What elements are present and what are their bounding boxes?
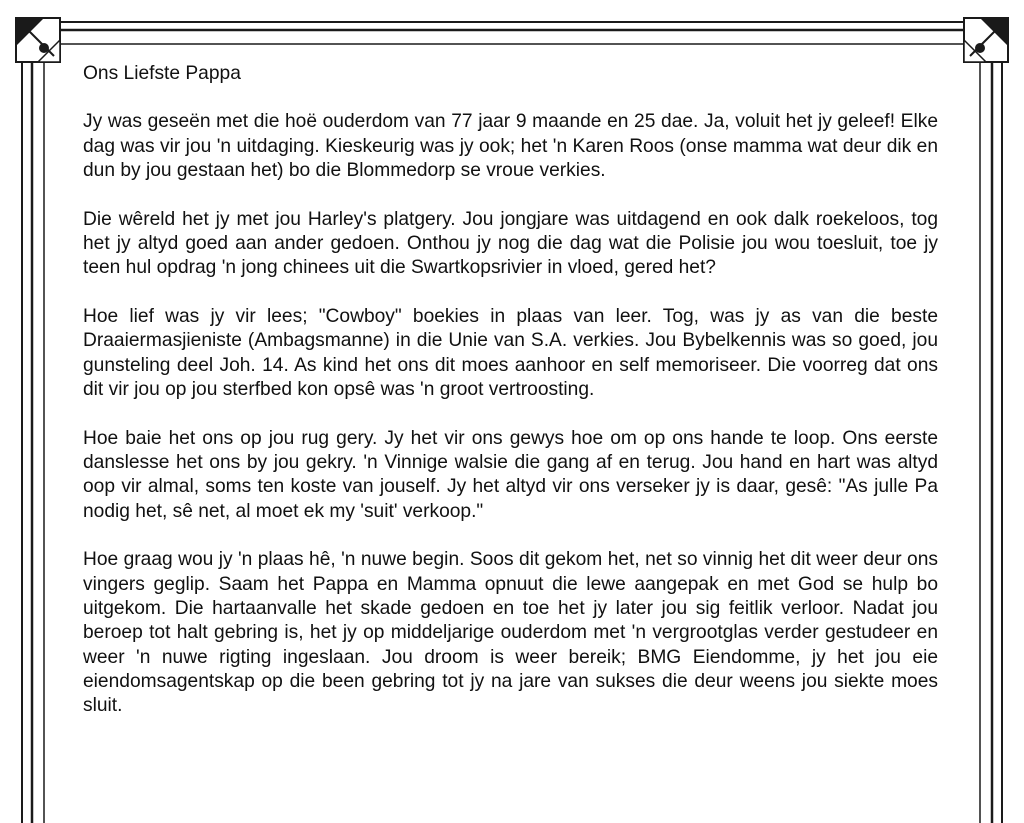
letter-paragraph: Die wêreld het jy met jou Harley's platgery. Jou jongjare was uitdagend en ook dalk roekeloos, tog het jy altyd goed aan ander gedoen. Onthou jy nog die dag wat die Polisie jou wou toesluit, toe jy teen hul opdrag 'n jong chinees uit die Swartkopsrivier in vloed, gered het?: [83, 208, 938, 279]
letter-paragraph: Hoe lief was jy vir lees; "Cowboy" boekies in plaas van leer. Tog, was jy as van die beste Draaiermasjieniste (Ambagsmanne) in die Unie van S.A. verkies. Jou Bybelkennis was so goed, jou gunsteling deel Joh. 14. As kind het ons dit moes aanhoor en self memoriseer. Die voorreg dat ons dit vir jou op jou sterfbed kon opsê was 'n groot vertroosting.: [83, 306, 938, 400]
letter-salutation: Ons Liefste Pappa: [83, 63, 241, 84]
ornamental-corner-icon: [14, 16, 74, 76]
letter-paragraph: Jy was geseën met die hoë ouderdom van 77 jaar 9 maande en 25 dae. Ja, voluit het jy geleef! Elke dag was vir jou 'n uitdaging. Kieskeurig was jy ook; het 'n Karen Roos (onse mamma wat deur dik en dun by jou gestaan het) bo die Blommedorp se vroue verkies.: [83, 111, 938, 181]
ornamental-corner-icon: [950, 16, 1010, 76]
letter-paragraph: Hoe graag wou jy 'n plaas hê, 'n nuwe begin. Soos dit gekom het, net so vinnig het dit weer deur ons vingers geglip. Saam het Pappa en Mamma opnuut die lewe aangepak en met God se hulp bo uitgekom. Die hartaanvalle het skade gedoen en toe het jy later jou sig feitlik verloor. Nadat jou beroep tot halt gebring is, het jy op middeljarige ouderdom met 'n vergrootglas verder gestudeer en weer 'n nuwe rigting ingeslaan. Jou droom is weer bereik; BMG Eiendomme, jy het jou eie eiendomsagentskap op die been gebring tot jy na jare van sukses die deur weens jou siekte moes sluit.: [83, 549, 938, 717]
letter-body: [83, 62, 938, 743]
letter-paragraph: Hoe baie het ons op jou rug gery. Jy het vir ons gewys hoe om op ons hande te loop. Ons eerste danslesse het ons by jou gekry. 'n Vinnige walsie die gang af en terug. Jou hand en hart was altyd oop vir almal, soms ten koste van jouself. Jy het altyd vir ons verseker jy is daar, gesê: "As julle Pa nodig het, sê net, al moet ek my 'suit' verkoop.": [83, 427, 938, 522]
